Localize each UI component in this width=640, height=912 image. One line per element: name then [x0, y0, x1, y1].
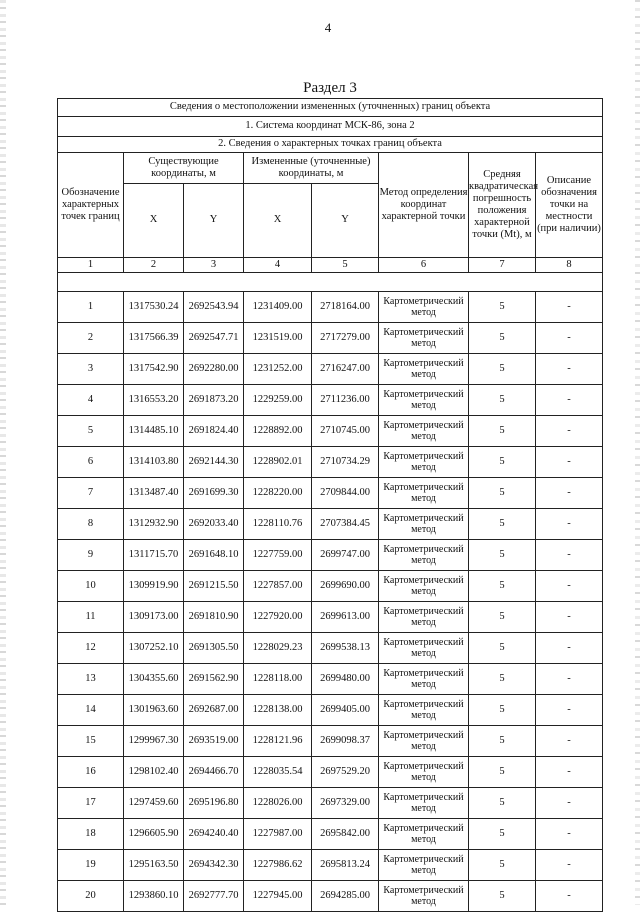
changed-y-cell: 2695842.00 [312, 819, 379, 850]
changed-y-cell: 2695813.24 [312, 850, 379, 881]
existing-x-cell: 1299967.30 [124, 726, 184, 757]
point-number-cell: 7 [58, 478, 124, 509]
changed-y-cell: 2717279.00 [312, 323, 379, 354]
mean-error-cell: 5 [469, 416, 536, 447]
column-number: 6 [379, 258, 469, 273]
coordinate-system: 1. Система координат МСК-86, зона 2 [58, 117, 603, 137]
point-number-cell: 9 [58, 540, 124, 571]
boundary-points-table [57, 98, 603, 912]
header-mean-error: Средняя квадратическая погрешность положения характерной точки (Mt), м [469, 153, 536, 258]
table-row [58, 509, 603, 540]
description-cell: - [536, 881, 603, 912]
existing-x-cell: 1313487.40 [124, 478, 184, 509]
point-number-cell: 19 [58, 850, 124, 881]
existing-x-cell: 1296605.90 [124, 819, 184, 850]
existing-y-cell: 2691810.90 [184, 602, 244, 633]
point-number-cell: 11 [58, 602, 124, 633]
mean-error-cell: 5 [469, 509, 536, 540]
existing-x-cell: 1317566.39 [124, 323, 184, 354]
existing-y-cell: 2691305.50 [184, 633, 244, 664]
mean-error-cell: 5 [469, 478, 536, 509]
method-cell: Картометрический метод [379, 726, 469, 757]
existing-x-cell: 1307252.10 [124, 633, 184, 664]
mean-error-cell: 5 [469, 881, 536, 912]
existing-y-cell: 2694342.30 [184, 850, 244, 881]
mean-error-cell: 5 [469, 788, 536, 819]
point-number-cell: 20 [58, 881, 124, 912]
changed-y-cell: 2709844.00 [312, 478, 379, 509]
scan-edge-left [0, 0, 6, 905]
point-number-cell: 12 [58, 633, 124, 664]
description-cell: - [536, 602, 603, 633]
point-number-cell: 4 [58, 385, 124, 416]
existing-y-cell: 2692687.00 [184, 695, 244, 726]
header-changed-y: Y [312, 184, 379, 258]
table-row [58, 292, 603, 323]
changed-y-cell: 2697329.00 [312, 788, 379, 819]
method-cell: Картометрический метод [379, 633, 469, 664]
column-number: 3 [184, 258, 244, 273]
method-cell: Картометрический метод [379, 788, 469, 819]
changed-y-cell: 2699538.13 [312, 633, 379, 664]
changed-y-cell: 2699405.00 [312, 695, 379, 726]
page-number: 4 [324, 20, 332, 35]
changed-x-cell: 1228110.76 [244, 509, 312, 540]
method-cell: Картометрический метод [379, 881, 469, 912]
existing-x-cell: 1298102.40 [124, 757, 184, 788]
header-point-designation: Обозначение характерных точек границ [58, 153, 124, 258]
point-number-cell: 16 [58, 757, 124, 788]
header-existing-x: X [124, 184, 184, 258]
existing-x-cell: 1309919.90 [124, 571, 184, 602]
method-cell: Картометрический метод [379, 323, 469, 354]
table-row [58, 354, 603, 385]
column-number: 1 [58, 258, 124, 273]
method-cell: Картометрический метод [379, 664, 469, 695]
table-row [58, 695, 603, 726]
point-number-cell: 2 [58, 323, 124, 354]
description-cell: - [536, 416, 603, 447]
column-number: 5 [312, 258, 379, 273]
method-cell: Картометрический метод [379, 757, 469, 788]
method-cell: Картометрический метод [379, 478, 469, 509]
table-row [58, 416, 603, 447]
method-cell: Картометрический метод [379, 602, 469, 633]
mean-error-cell: 5 [469, 571, 536, 602]
point-number-cell: 14 [58, 695, 124, 726]
existing-x-cell: 1309173.00 [124, 602, 184, 633]
mean-error-cell: 5 [469, 664, 536, 695]
method-cell: Картометрический метод [379, 695, 469, 726]
description-cell: - [536, 695, 603, 726]
column-number: 7 [469, 258, 536, 273]
changed-x-cell: 1228138.00 [244, 695, 312, 726]
description-cell: - [536, 664, 603, 695]
changed-y-cell: 2699690.00 [312, 571, 379, 602]
mean-error-cell: 5 [469, 292, 536, 323]
table-row [58, 602, 603, 633]
existing-y-cell: 2692280.00 [184, 354, 244, 385]
changed-y-cell: 2710745.00 [312, 416, 379, 447]
method-cell: Картометрический метод [379, 850, 469, 881]
changed-x-cell: 1227945.00 [244, 881, 312, 912]
mean-error-cell: 5 [469, 385, 536, 416]
table-row [58, 478, 603, 509]
description-cell: - [536, 478, 603, 509]
changed-y-cell: 2716247.00 [312, 354, 379, 385]
table-row [58, 323, 603, 354]
mean-error-cell: 5 [469, 819, 536, 850]
mean-error-cell: 5 [469, 695, 536, 726]
header-description: Описание обозначения точки на местности (при наличии) [536, 153, 603, 258]
changed-x-cell: 1231519.00 [244, 323, 312, 354]
header-existing-y: Y [184, 184, 244, 258]
method-cell: Картометрический метод [379, 385, 469, 416]
changed-x-cell: 1231252.00 [244, 354, 312, 385]
point-number-cell: 10 [58, 571, 124, 602]
existing-y-cell: 2692033.40 [184, 509, 244, 540]
existing-x-cell: 1314485.10 [124, 416, 184, 447]
description-cell: - [536, 633, 603, 664]
header-method: Метод определения координат характерной точки [379, 153, 469, 258]
existing-x-cell: 1293860.10 [124, 881, 184, 912]
method-cell: Картометрический метод [379, 819, 469, 850]
method-cell: Картометрический метод [379, 540, 469, 571]
changed-x-cell: 1227857.00 [244, 571, 312, 602]
table-row [58, 788, 603, 819]
changed-y-cell: 2707384.45 [312, 509, 379, 540]
point-number-cell: 17 [58, 788, 124, 819]
changed-x-cell: 1228029.23 [244, 633, 312, 664]
existing-x-cell: 1317530.24 [124, 292, 184, 323]
mean-error-cell: 5 [469, 447, 536, 478]
description-cell: - [536, 850, 603, 881]
changed-x-cell: 1228026.00 [244, 788, 312, 819]
existing-x-cell: 1297459.60 [124, 788, 184, 819]
column-number-row [58, 258, 603, 273]
point-number-cell: 8 [58, 509, 124, 540]
method-cell: Картометрический метод [379, 416, 469, 447]
table-row [58, 633, 603, 664]
point-number-cell: 6 [58, 447, 124, 478]
changed-x-cell: 1228035.54 [244, 757, 312, 788]
existing-y-cell: 2691215.50 [184, 571, 244, 602]
existing-y-cell: 2691873.20 [184, 385, 244, 416]
changed-x-cell: 1227987.00 [244, 819, 312, 850]
existing-y-cell: 2695196.80 [184, 788, 244, 819]
scan-edge-right [635, 0, 640, 905]
header-changed-x: X [244, 184, 312, 258]
description-cell: - [536, 726, 603, 757]
description-cell: - [536, 788, 603, 819]
mean-error-cell: 5 [469, 726, 536, 757]
spacer-row [58, 273, 603, 292]
existing-x-cell: 1317542.90 [124, 354, 184, 385]
changed-x-cell: 1227986.62 [244, 850, 312, 881]
existing-y-cell: 2691699.30 [184, 478, 244, 509]
existing-x-cell: 1301963.60 [124, 695, 184, 726]
changed-y-cell: 2694285.00 [312, 881, 379, 912]
description-cell: - [536, 385, 603, 416]
existing-y-cell: 2692777.70 [184, 881, 244, 912]
point-number-cell: 3 [58, 354, 124, 385]
changed-x-cell: 1228121.96 [244, 726, 312, 757]
description-cell: - [536, 819, 603, 850]
mean-error-cell: 5 [469, 633, 536, 664]
header-changed-coords: Измененные (уточненные) координаты, м [244, 153, 379, 184]
existing-y-cell: 2694466.70 [184, 757, 244, 788]
mean-error-cell: 5 [469, 323, 536, 354]
description-cell: - [536, 354, 603, 385]
changed-x-cell: 1227920.00 [244, 602, 312, 633]
point-number-cell: 1 [58, 292, 124, 323]
table-subtitle: 2. Сведения о характерных точках границ объекта [58, 137, 603, 153]
table-row [58, 881, 603, 912]
changed-y-cell: 2699480.00 [312, 664, 379, 695]
changed-y-cell: 2697529.20 [312, 757, 379, 788]
mean-error-cell: 5 [469, 850, 536, 881]
changed-x-cell: 1227759.00 [244, 540, 312, 571]
method-cell: Картометрический метод [379, 354, 469, 385]
mean-error-cell: 5 [469, 354, 536, 385]
changed-x-cell: 1231409.00 [244, 292, 312, 323]
table-title: Сведения о местоположении измененных (уточненных) границ объекта [58, 99, 603, 117]
column-number: 4 [244, 258, 312, 273]
changed-x-cell: 1228220.00 [244, 478, 312, 509]
method-cell: Картометрический метод [379, 509, 469, 540]
existing-y-cell: 2692543.94 [184, 292, 244, 323]
description-cell: - [536, 757, 603, 788]
spacer-cell [58, 273, 603, 292]
existing-y-cell: 2693519.00 [184, 726, 244, 757]
changed-x-cell: 1228892.00 [244, 416, 312, 447]
method-cell: Картометрический метод [379, 447, 469, 478]
table-row [58, 664, 603, 695]
description-cell: - [536, 571, 603, 602]
changed-y-cell: 2699747.00 [312, 540, 379, 571]
description-cell: - [536, 540, 603, 571]
description-cell: - [536, 323, 603, 354]
existing-x-cell: 1304355.60 [124, 664, 184, 695]
existing-x-cell: 1316553.20 [124, 385, 184, 416]
table-row [58, 385, 603, 416]
table-row [58, 850, 603, 881]
existing-y-cell: 2692547.71 [184, 323, 244, 354]
point-number-cell: 18 [58, 819, 124, 850]
point-number-cell: 15 [58, 726, 124, 757]
table-row [58, 540, 603, 571]
header-existing-coords: Существующие координаты, м [124, 153, 244, 184]
mean-error-cell: 5 [469, 540, 536, 571]
table-row [58, 726, 603, 757]
mean-error-cell: 5 [469, 602, 536, 633]
changed-y-cell: 2710734.29 [312, 447, 379, 478]
description-cell: - [536, 447, 603, 478]
existing-x-cell: 1311715.70 [124, 540, 184, 571]
changed-y-cell: 2699613.00 [312, 602, 379, 633]
table-row [58, 571, 603, 602]
table-row [58, 447, 603, 478]
changed-x-cell: 1228118.00 [244, 664, 312, 695]
table-row [58, 819, 603, 850]
changed-y-cell: 2711236.00 [312, 385, 379, 416]
existing-y-cell: 2691648.10 [184, 540, 244, 571]
description-cell: - [536, 509, 603, 540]
existing-y-cell: 2692144.30 [184, 447, 244, 478]
changed-y-cell: 2699098.37 [312, 726, 379, 757]
mean-error-cell: 5 [469, 757, 536, 788]
column-number: 2 [124, 258, 184, 273]
section-title: Раздел 3 [303, 80, 357, 96]
point-number-cell: 13 [58, 664, 124, 695]
changed-x-cell: 1228902.01 [244, 447, 312, 478]
changed-x-cell: 1229259.00 [244, 385, 312, 416]
existing-x-cell: 1312932.90 [124, 509, 184, 540]
changed-y-cell: 2718164.00 [312, 292, 379, 323]
column-number: 8 [536, 258, 603, 273]
description-cell: - [536, 292, 603, 323]
method-cell: Картометрический метод [379, 292, 469, 323]
existing-y-cell: 2691824.40 [184, 416, 244, 447]
existing-y-cell: 2694240.40 [184, 819, 244, 850]
method-cell: Картометрический метод [379, 571, 469, 602]
table-row [58, 757, 603, 788]
point-number-cell: 5 [58, 416, 124, 447]
existing-x-cell: 1314103.80 [124, 447, 184, 478]
existing-x-cell: 1295163.50 [124, 850, 184, 881]
existing-y-cell: 2691562.90 [184, 664, 244, 695]
